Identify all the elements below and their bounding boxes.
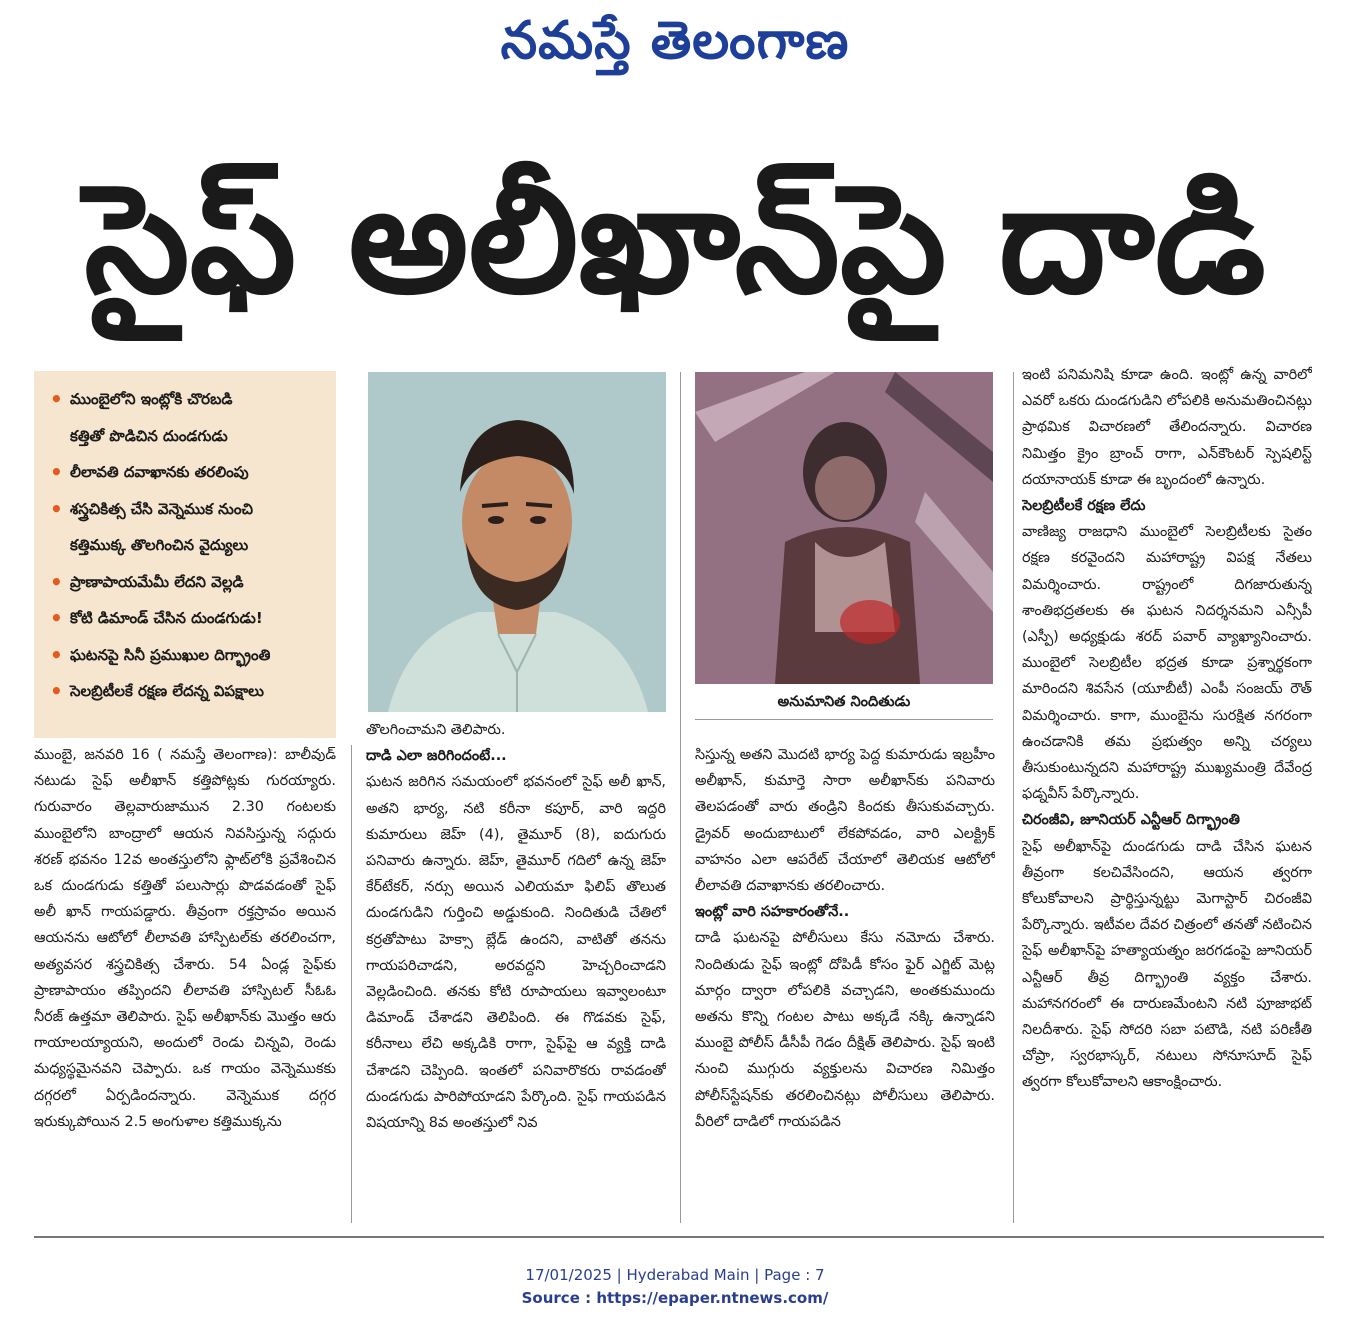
newspaper-masthead: నమస్తే తెలంగాణ: [500, 10, 850, 71]
article-paragraph: సైఫ్ అలీఖాన్‌పై దుండగుడు దాడి చేసిన ఘటన తీవ్రంగా కలచివేసిందని, ఆయన త్వరగా కోలుకోవాలని ప్రార్థిస్తున్నట్టు మెగాస్టార్ చిరంజీవి పేర్కొన్నారు. ఇటీవల దేవర చిత్రంలో తనతో నటించిన సైఫ్ అలీఖాన్‌పై హత్యాయత్నం జరగడంపై జూనియర్ ఎన్టీఆర్ తీవ్ర దిగ్భ్రాంతి వ్యక్తం చేశారు. మహానగరంలో ఈ దారుణమేంటని నటి పూజాభట్ నిలదీశారు. సైఫ్ సోదరి సబా పటౌడి, నటి పరిణీతి చోప్రా, స్వరభాస్కర్, నటులు సోనూసూద్ సైఫ్ త్వరగా కోలుకోవాలని ఆకాంక్షించారు.: [1022, 838, 1312, 1091]
highlight-item: • సెలబ్రిటీలకే రక్షణ లేదన్న విపక్షాలు: [50, 673, 328, 710]
article-column-4: [1022, 362, 1312, 1222]
article-column-2: [366, 717, 666, 1222]
column-divider: [351, 745, 352, 1223]
article-paragraph: తొలగించామని తెలిపారు.: [366, 722, 506, 738]
highlight-item: • ప్రాణాపాయమేమీ లేదని వెల్లడి: [50, 564, 328, 601]
article-paragraph: దాడి ఘటనపై పోలీసులు కేసు నమోదు చేశారు. నిందితుడు సైఫ్ ఇంట్లో దోపిడీ కోసం ఫైర్ ఎగ్జిట్ మెట్ల మార్గం ద్వారా లోపలికి వచ్చాడని, అంతకుముందు అతను కొన్ని గంటల పాటు అక్కడే నక్కి ఉన్నాడని ముంబై పోలీస్ డీసీపీ గెడం దీక్షిత్ తెలిపారు. సైఫ్ ఇంటి నుంచి ముగ్గురు వ్యక్తులను విచారణ నిమిత్తం పోలీస్‌స్టేషన్‌కు తరలించినట్లు పోలీసులు తెలిపారు. వీరిలో దాడిలో గాయపడిన: [695, 930, 995, 1130]
highlight-item: • ముంబైలోని ఇంట్లోకి చొరబడి: [50, 381, 328, 418]
article-column-3: [695, 742, 995, 1222]
section-subheading: దాడి ఎలా జరిగిందంటే...: [366, 748, 507, 765]
footer-source-link[interactable]: Source : https://epaper.ntnews.com/: [521, 1289, 829, 1307]
bullet-icon: •: [50, 606, 63, 630]
highlights-box: [34, 371, 336, 738]
article-paragraph: ఘటన జరిగిన సమయంలో భవనంలో సైఫ్ అలీ ఖాన్, అతని భార్య, నటి కరీనా కపూర్, వారి ఇద్దరి కుమారులు జెహ్ (4), తైమూర్ (8), ఐదుగురు పనివారు ఉన్నారు. జెహ్, తైమూర్ గదిలో ఉన్న జెహ్ కేర్‌టేకర్, నర్సు అయిన ఎలియమా ఫిలిప్ తొలుత దుండగుడిని గుర్తించి అడ్డుకుంది. నిందితుడి చేతిలో కర్రతోపాటు హెక్సా బ్లేడ్ ఉందని, వాటితో తనను గాయపరిచాడని, అరవద్దని హెచ్చరించాడని వెల్లడించింది. తనకు కోటి రూపాయలు ఇవ్వాలంటూ డిమాండ్ చేశాడని తెలిపింది. ఈ గొడవకు సైఫ్, కరీనాలు లేచి అక్కడికి రాగా, సైఫ్‌పై ఆ వ్యక్తి దాడి చేశాడని చెప్పింది. ఇంతలో పనివారొకరు రావడంతో దుండగుడు పారిపోయాడని పేర్కొంది. సైఫ్ గాయపడిన విషయాన్ని 8వ అంతస్తులో నివ: [366, 774, 666, 1132]
bullet-icon: •: [50, 460, 63, 484]
caption-divider: [695, 719, 993, 720]
section-subheading: సెలబ్రిటీలకే రక్షణ లేదు: [1022, 498, 1146, 515]
article-paragraph: వాణిజ్య రాజధాని ముంబైలో సెలబ్రిటీలకు సైతం రక్షణ కరవైందని మహారాష్ట్ర విపక్ష నేతలు విమర్శించారు. రాష్ట్రంలో దిగజారుతున్న శాంతిభద్రతలకు ఈ ఘటన నిదర్శనమని ఎన్సీపీ (ఎస్పీ) అధ్యక్షుడు శరద్ పవార్ వ్యాఖ్యానించారు. ముంబైలో సెలబ్రిటీల భద్రత కూడా ప్రశ్నార్థకంగా మారిందని శివసేన (యూబీటీ) ఎంపీ సంజయ్ రౌత్ విమర్శించారు. కాగా, ముంబైను సురక్షిత నగరంగా ఉంచడానికి తమ ప్రభుత్వం అన్ని చర్యలు తీసుకుంటున్నదని మహారాష్ట్ర ముఖ్యమంత్రి దేవేంద్ర ఫడ్నవీస్ పేర్కొన్నారు.: [1022, 524, 1312, 803]
article-paragraph: ఇంటి పనిమనిషి కూడా ఉంది. ఇంట్లో ఉన్న వారిలో ఎవరో ఒకరు దుండగుడిని లోపలికి అనుమతించినట్లు ప్రాథమిక విచారణలో తేలిందన్నారు. విచారణ నిమిత్తం క్రైం బ్రాంచ్ రాగా, ఎన్‌కౌంటర్ స్పెషలిస్ట్ దయానాయక్ కూడా ఈ బృందంలో ఉన్నారు.: [1022, 367, 1312, 488]
bullet-icon: •: [50, 679, 63, 703]
highlight-item: కత్తిముక్క తొలగించిన వైద్యులు: [70, 536, 249, 554]
article-column-1: [34, 742, 336, 1222]
portrait-illustration: [368, 372, 666, 712]
article-paragraph: ముంబై, జనవరి 16 ( నమస్తే తెలంగాణ): బాలీవుడ్ నటుడు సైఫ్ అలీఖాన్ కత్తిపోట్లకు గురయ్యారు. గురువారం తెల్లవారుజామున 2.30 గంటలకు ముంబైలోని బాంద్రాలో ఆయన నివసిస్తున్న సద్గురు శరణ్ భవనం 12వ అంతస్తులోని ఫ్లాట్‌లోకి ప్రవేశించిన ఒక దుండగుడు కత్తితో పలుసార్లు పొడవడంతో సైఫ్ అలీ ఖాన్ గాయపడ్డారు. తీవ్రంగా రక్తస్రావం అయిన ఆయనను ఆటోలో లీలావతి హాస్పిటల్‌కు తరలించగా, అత్యవసర శస్త్రచికిత్స చేశారు. 54 ఏండ్ల సైఫ్‌కు ప్రాణాపాయం తప్పిందని లీలావతి హాస్పిటల్ సీఓఓ నీరజ్ ఉత్తమా తెలిపారు. సైఫ్ అలీఖాన్‌కు మొత్తం ఆరు గాయాలయ్యాయని, అందులో రెండు చిన్నవి, రెండు మధ్యస్థమైనవని చెప్పారు. ఒక గాయం వెన్నెముకకు దగ్గరలో ఏర్పడిందన్నారు. వెన్నెముక దగ్గర ఇరుక్కుపోయిన 2.5 అంగుళాల కత్తిముక్కను: [34, 747, 336, 1130]
bullet-icon: •: [50, 387, 63, 411]
column-divider: [680, 372, 681, 1223]
article-paragraph: సిస్తున్న అతని మొదటి భార్య పెద్ద కుమారుడు ఇబ్రహీం అలీఖాన్, కుమార్తె సారా అలీఖాన్‌కు పనివారు తెలపడంతో వారు తండ్రిని కిందకు తీసుకువచ్చారు. డ్రైవర్ అందుబాటులో లేకపోవడం, వారి ఎలక్ట్రిక్ వాహనం ఎలా ఆపరేట్ చేయాలో తెలియక ఆటోలో లీలావతి దవాఖానకు తరలించారు.: [695, 747, 995, 895]
actor-portrait-photo: [368, 372, 666, 712]
suspect-cctv-photo: [695, 372, 993, 684]
section-subheading: చిరంజీవి, జూనియర్ ఎన్టీఆర్ దిగ్భ్రాంతి: [1022, 812, 1240, 829]
highlight-item: కత్తితో పొడిచిన దుండగుడు: [70, 426, 228, 445]
footer-divider: [34, 1236, 1324, 1238]
highlight-item: • ఘటనపై సినీ ప్రముఖుల దిగ్భ్రాంతి: [50, 637, 328, 674]
highlight-item: • లీలావతి దవాఖానకు తరలింపు: [50, 454, 328, 491]
highlight-item: • శస్త్రచికిత్స చేసి వెన్నెముక నుంచి: [50, 491, 328, 528]
column-divider: [1013, 372, 1014, 1223]
photo-caption: అనుమానిత నిందితుడు: [777, 694, 911, 710]
page-headline: సైఫ్ అలీఖాన్‌పై దాడి: [84, 153, 1266, 327]
bullet-icon: •: [50, 569, 63, 594]
bullet-icon: •: [50, 642, 63, 667]
bullet-icon: •: [50, 496, 63, 521]
cctv-illustration: [695, 372, 993, 684]
highlight-item: • కోటి డిమాండ్ చేసిన దుండగుడు!: [50, 600, 328, 637]
footer-edition-info: 17/01/2025 | Hyderabad Main | Page : 7: [525, 1266, 825, 1284]
section-subheading: ఇంట్లో వారి సహకారంతోనే..: [695, 904, 850, 921]
